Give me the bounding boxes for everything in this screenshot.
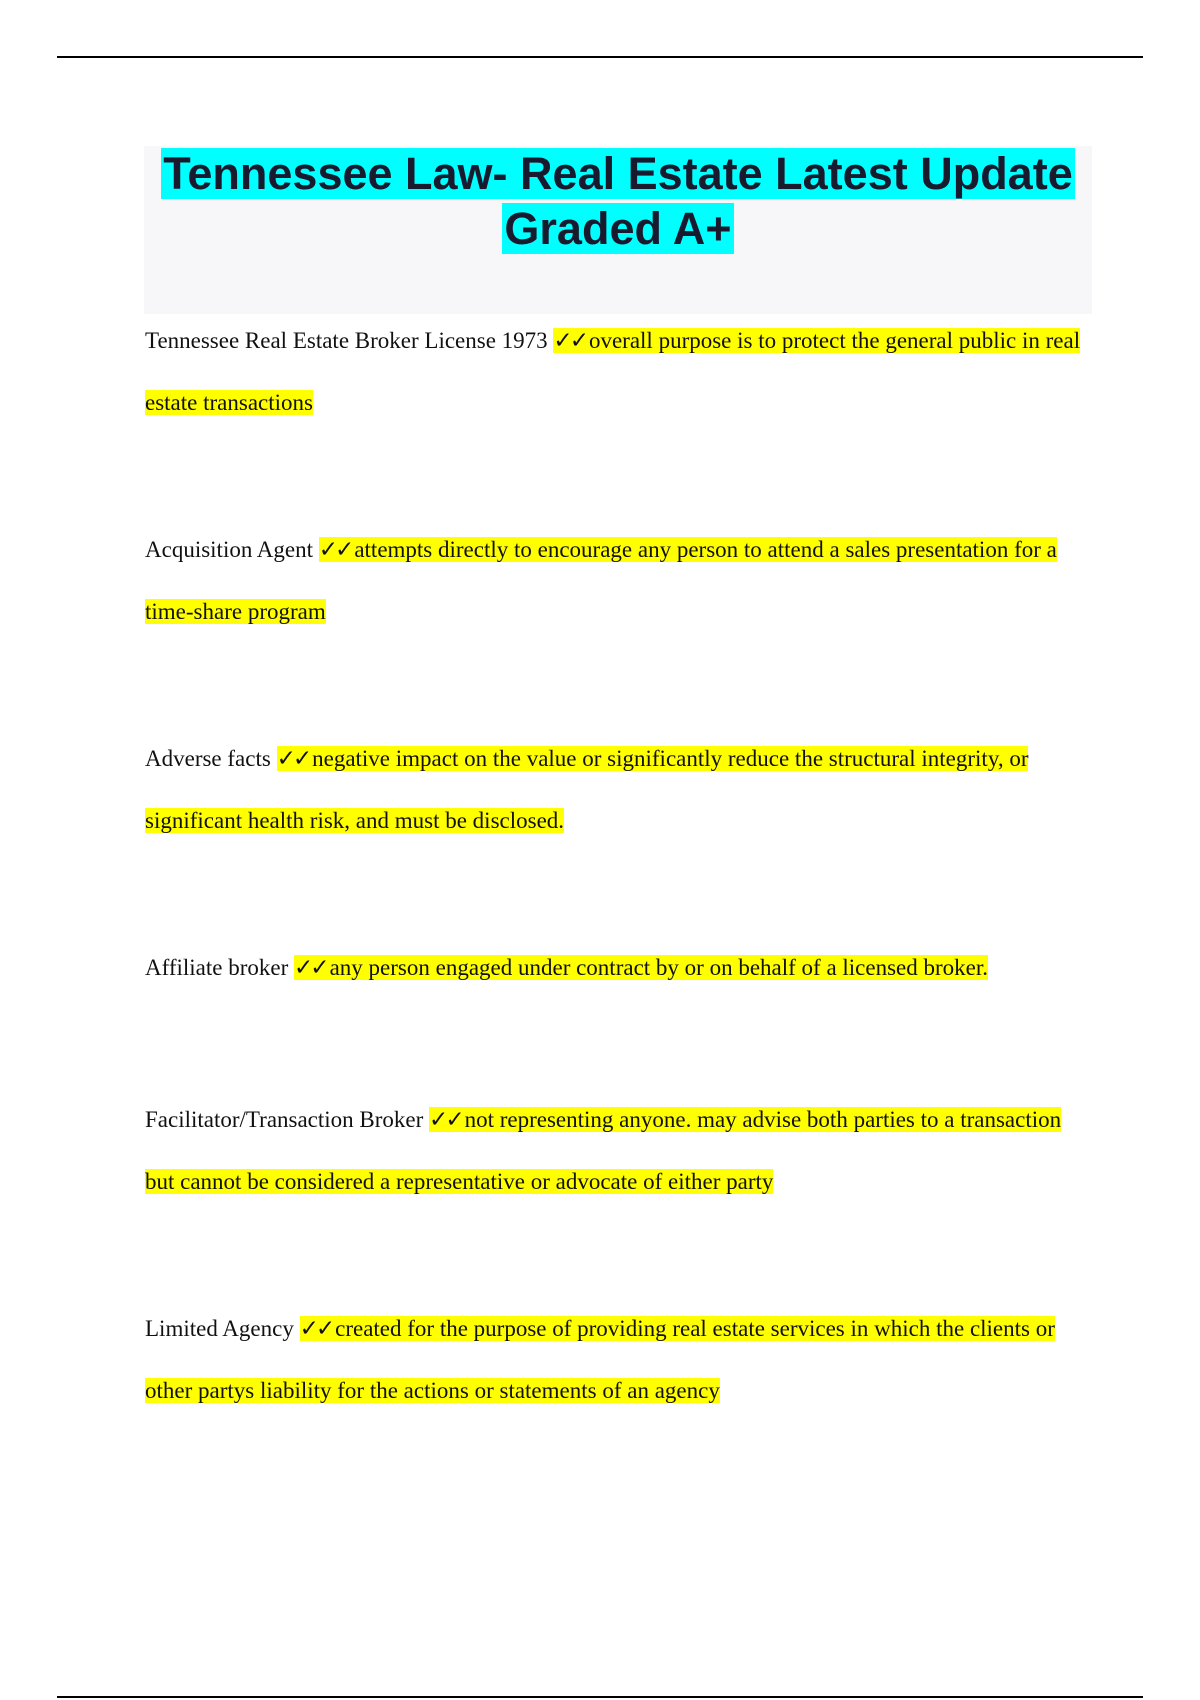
list-item bbox=[145, 728, 1090, 851]
definition-highlight bbox=[145, 746, 1028, 833]
double-check-icon: ✓✓ bbox=[429, 1107, 462, 1133]
double-check-icon: ✓✓ bbox=[318, 537, 352, 563]
term: Facilitator/Transaction Broker bbox=[145, 1107, 424, 1132]
page-title bbox=[144, 146, 1092, 256]
term: Acquisition Agent bbox=[145, 537, 314, 562]
term: Tennessee Real Estate Broker License 1973 bbox=[145, 328, 548, 353]
term: Limited Agency bbox=[145, 1316, 294, 1341]
list-item bbox=[145, 310, 1090, 433]
term: Adverse facts bbox=[145, 746, 271, 771]
definition-highlight bbox=[294, 955, 988, 980]
term: Affiliate broker bbox=[145, 955, 289, 980]
title-block bbox=[144, 146, 1092, 314]
double-check-icon: ✓✓ bbox=[276, 746, 310, 772]
list-item bbox=[145, 937, 1090, 999]
definition: created for the purpose of providing real estate services in which the clients or other partys liability for the actions or statements of an agency bbox=[145, 1316, 1055, 1403]
page-title-text: Tennessee Law- Real Estate Latest Update Graded A+ bbox=[163, 148, 1073, 254]
bottom-rule bbox=[57, 1696, 1143, 1698]
double-check-icon: ✓✓ bbox=[294, 955, 327, 981]
double-check-icon: ✓✓ bbox=[553, 328, 586, 354]
list-item bbox=[145, 519, 1090, 642]
definition: negative impact on the value or significantly reduce the structural integrity, or significant health risk, and must be disclosed. bbox=[145, 746, 1029, 833]
definition: attempts directly to encourage any person to attend a sales presentation for a time-share program bbox=[145, 537, 1057, 624]
definition: any person engaged under contract by or on behalf of a licensed broker. bbox=[329, 955, 989, 980]
list-item bbox=[145, 1089, 1090, 1212]
definition: not representing anyone. may advise both parties to a transaction but cannot be considered a representative or advocate of either party bbox=[145, 1107, 1062, 1194]
definition: overall purpose is to protect the general public in real estate transactions bbox=[145, 328, 1081, 415]
flashcard-list bbox=[145, 310, 1090, 1421]
list-item bbox=[145, 1298, 1090, 1421]
top-rule bbox=[57, 56, 1143, 58]
double-check-icon: ✓✓ bbox=[299, 1316, 333, 1342]
